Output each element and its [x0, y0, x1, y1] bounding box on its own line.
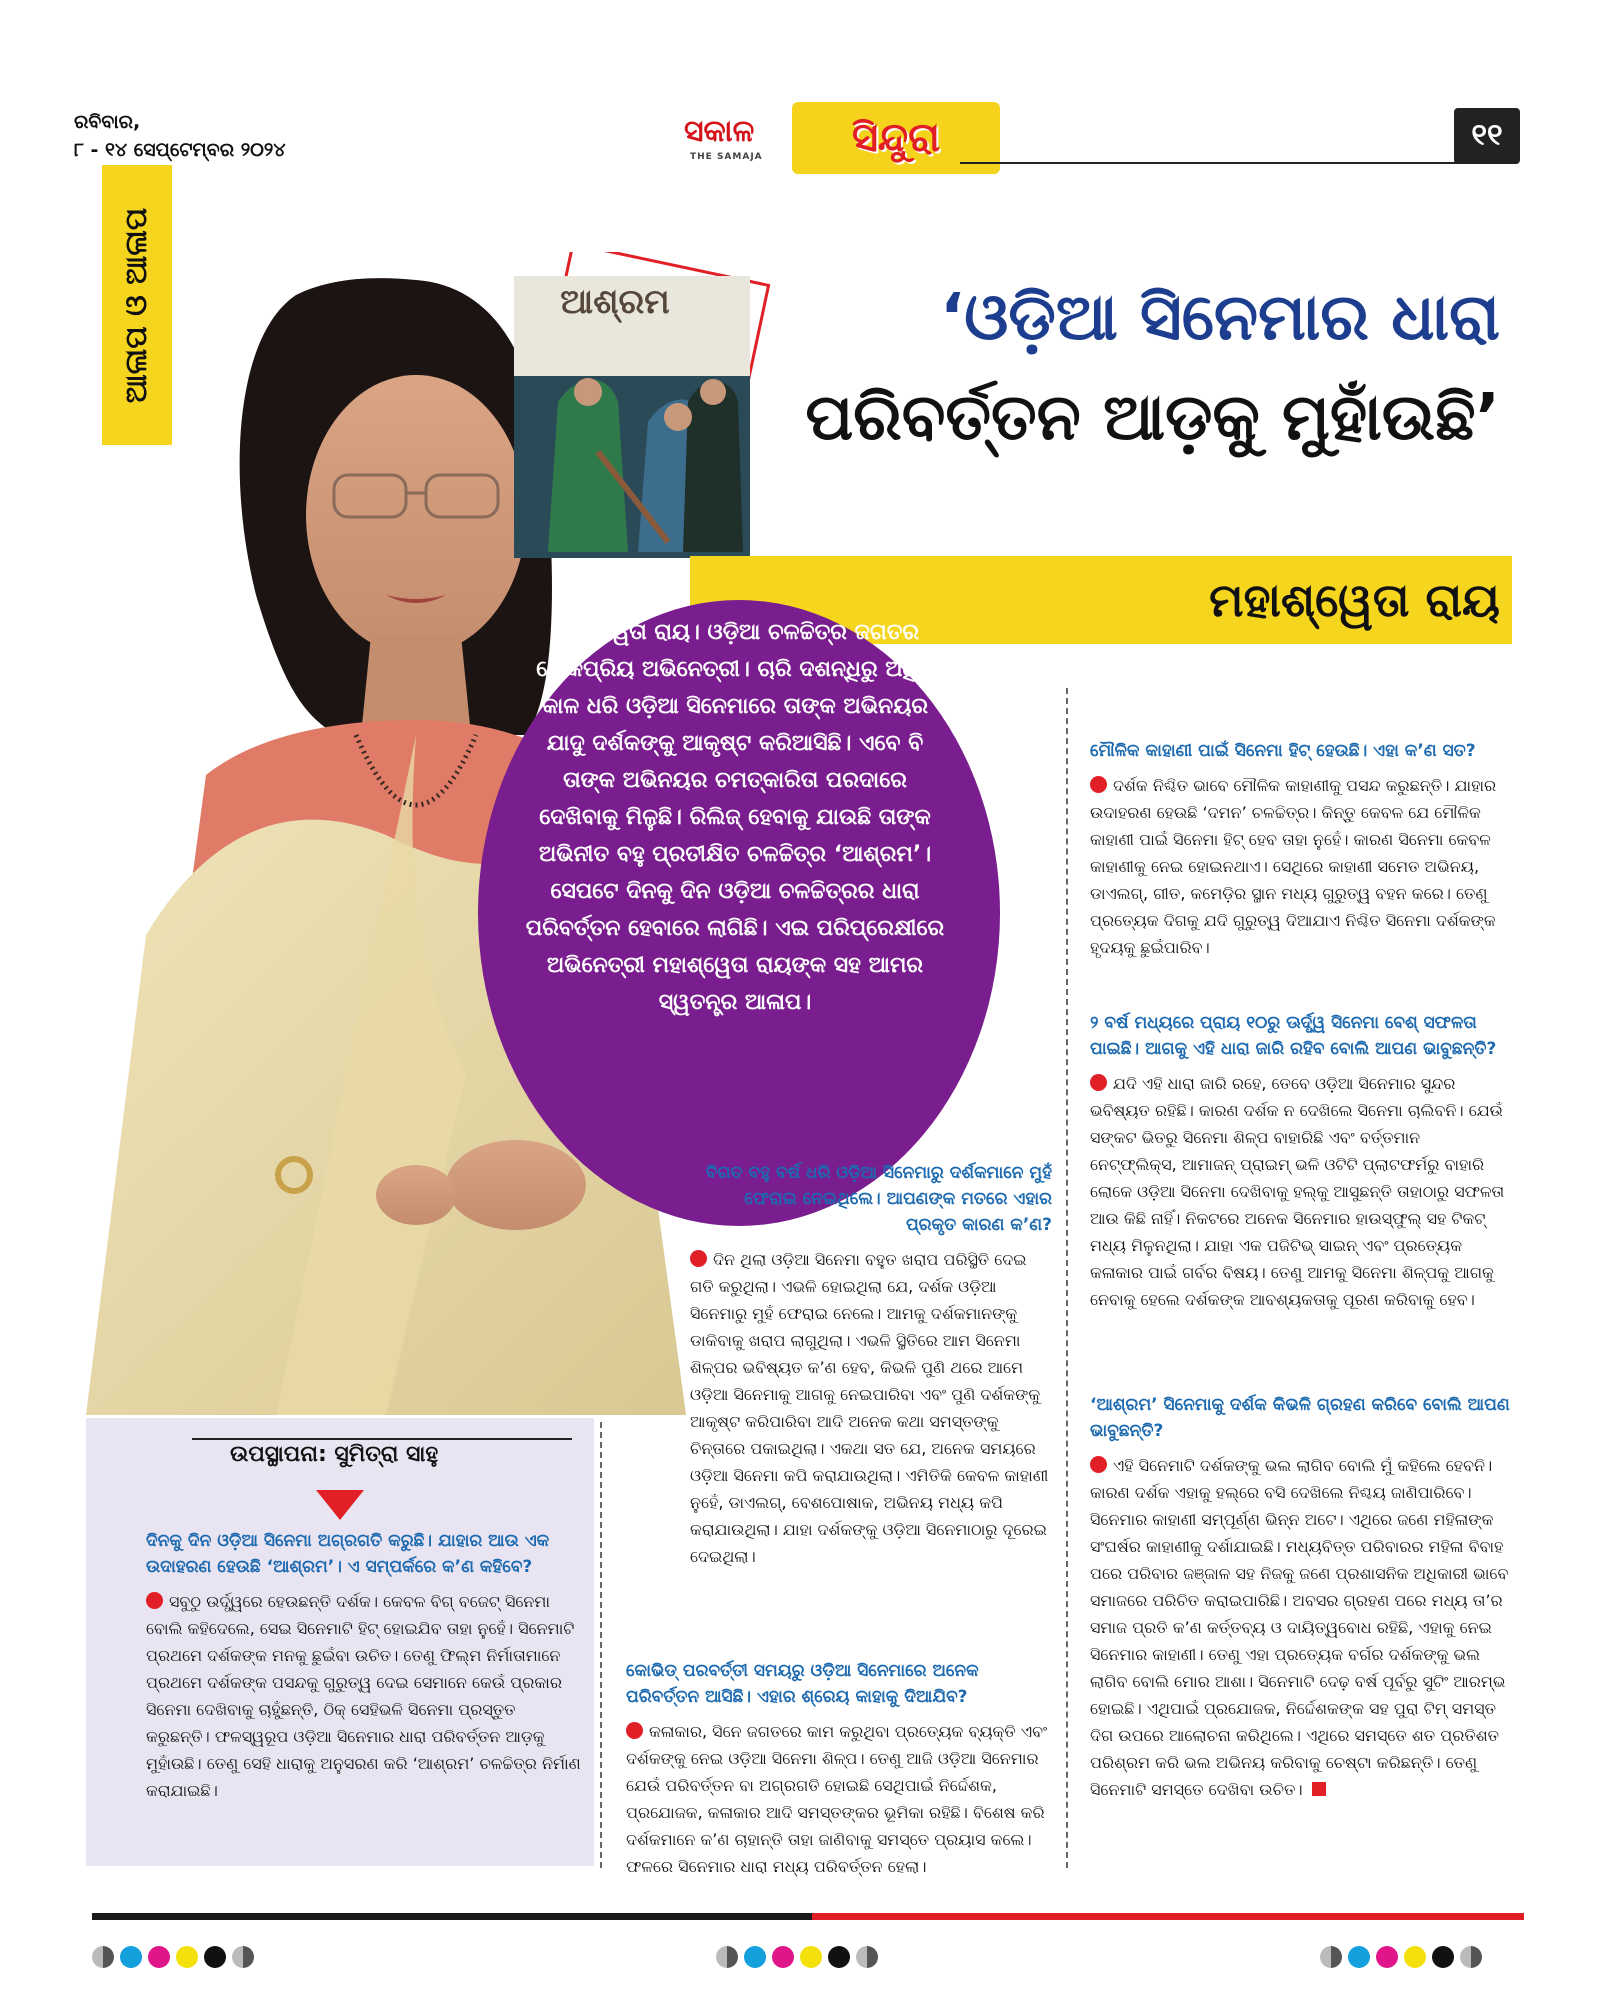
headline-line1: ‘ଓଡ଼ିଆ ସିନେମାର ଧାରା — [939, 281, 1500, 355]
byline-arrow-icon — [316, 1490, 364, 1520]
headline-line2: ପରିବର୍ତ୍ତନ ଆଡ଼କୁ ମୁହାଁଉଛି’ — [805, 381, 1500, 455]
registration-half-icon — [92, 1946, 114, 1968]
qa-item — [1090, 1392, 1510, 1803]
black-swatch-icon — [1432, 1946, 1454, 1968]
byline: ଉପସ୍ଥାପନା: ସୁମିତ୍ରା ସାହୁ — [230, 1442, 439, 1467]
dateline-date: ୮ - ୧୪ ସେପ୍ଟେମ୍ବର ୨୦୨୪ — [74, 139, 286, 161]
answer — [1090, 1070, 1510, 1313]
bullet-icon — [146, 1592, 163, 1609]
column-divider — [1066, 688, 1068, 1868]
black-swatch-icon — [828, 1946, 850, 1968]
answer-text: ସବୁଠୁ ଉର୍ଦ୍ଧ୍ୱରେ ହେଉଛନ୍ତି ଦର୍ଶକ। କେବଳ ବିଗ୍ ବଜେଟ୍ ସିନେମା ବୋଲି କହିଦେଲେ, ସେଇ ସିନେମାଟି ହିଟ୍ ହୋଇଯିବ ତାହା ନୁହେଁ। ସିନେମାଟି ପ୍ରଥମେ ଦର୍ଶକଙ୍କ ମନକୁ ଛୁଇଁବା ଉଚିତ। ତେଣୁ ଫିଲ୍ମ ନିର୍ମାତାମାନେ ପ୍ରଥମେ ଦର୍ଶକଙ୍କ ପସନ୍ଦକୁ ଗୁରୁତ୍ୱ ଦେଇ ସେମାନେ କେଉଁ ପ୍ରକାର ସିନେମା ଦେଖିବାକୁ ଚାହୁଁଛନ୍ତି, ଠିକ୍ ସେହିଭଳି ସିନେମା ପ୍ରସ୍ତୁତ କରୁଛନ୍ତି। ଫଳସ୍ୱରୂପ ଓଡ଼ିଆ ସିନେମାର ଧାରା ପରିବର୍ତ୍ତନ ଆଡ଼କୁ ମୁହାଁଉଛି। ତେଣୁ ସେହି ଧାରାକୁ ଅନୁସରଣ କରି ‘ଆଶ୍ରମ’ ଚଳଚ୍ଚିତ୍ର ନିର୍ମାଣ କରାଯାଇଛି। — [146, 1592, 581, 1800]
answer-text: ଦିନ ଥିଲା ଓଡ଼ିଆ ସିନେମା ବହୁତ ଖରାପ ପରିସ୍ଥିତି ଦେଇ ଗତି କରୁଥିଲା। ଏଭଳି ହୋଇଥିଲା ଯେ, ଦର୍ଶକ ଓଡ଼ିଆ ସିନେମାରୁ ମୁହଁ ଫେରାଇ ନେଲେ। ଆମକୁ ଦର୍ଶକମାନଙ୍କୁ ଡାକିବାକୁ ଖରାପ ଲାଗୁଥିଲା। ଏଭଳି ସ୍ଥିତିରେ ଆମ ସିନେମା ଶିଳ୍ପର ଭବିଷ୍ୟତ କ’ଣ ହେବ, କିଭଳି ପୁଣି ଥରେ ଆମେ ଓଡ଼ିଆ ସିନେମାକୁ ଆଗକୁ ନେଇପାରିବା ଏବଂ ପୁଣି ଦର୍ଶକଙ୍କୁ ଆକୃଷ୍ଟ କରିପାରିବା ଆଦି ଅନେକ କଥା ସମସ୍ତଙ୍କୁ ଚିନ୍ତାରେ ପକାଇଥିଲା। ଏକଥା ସତ ଯେ, ଅନେକ ସମୟରେ ଓଡ଼ିଆ ସିନେମା କପି କରାଯାଉଥିଲା। ଏମିତିକି କେବଳ କାହାଣୀ ନୁହେଁ, ଡାଏଲଗ୍, ବେଶପୋଷାକ, ଅଭିନୟ ମଧ୍ୟ କପି କରାଯାଉଥିଲା। ଯାହା ଦର୍ଶକଙ୍କୁ ଓଡ଼ିଆ ସିନେମାଠାରୁ ଦୂରେଇ ଦେଇଥିଲା। — [690, 1250, 1049, 1566]
answer-text: ଯଦି ଏହି ଧାରା ଜାରି ରହେ, ତେବେ ଓଡ଼ିଆ ସିନେମାର ସୁନ୍ଦର ଭବିଷ୍ୟତ ରହିଛି। କାରଣ ଦର୍ଶକ ନ ଦେଖିଲେ ସିନେମା ଚାଲିବନି। ଯେଉଁ ସଙ୍କଟ ଭିତରୁ ସିନେମା ଶିଳ୍ପ ବାହାରିଛି ଏବଂ ବର୍ତ୍ତମାନ ନେଟ୍‌ଫ୍ଲିକ୍ସ, ଆମାଜନ୍ ପ୍ରାଇମ୍ ଭଳି ଓଟିଟି ପ୍ଲାଟଫର୍ମରୁ ବାହାରି ଲୋକେ ଓଡ଼ିଆ ସିନେମା ଦେଖିବାକୁ ହଲ୍‌କୁ ଆସୁଛନ୍ତି ତାହାଠାରୁ ସଫଳତା ଆଉ କିଛି ନାହିଁ। ନିକଟରେ ଅନେକ ସିନେମାର ହାଉସ୍‌ଫୁଲ୍ ସହ ଟିକଟ୍ ମଧ୍ୟ ମିଳୁନଥିଲା। ଯାହା ଏକ ପଜିଟିଭ୍ ସାଇନ୍ ଏବଂ ପ୍ରତ୍ୟେକ କଳାକାର ପାଇଁ ଗର୍ବର ବିଷୟ। ତେଣୁ ଆମକୁ ସିନେମା ଶିଳ୍ପକୁ ଆଗକୁ ନେବାକୁ ହେଲେ ଦର୍ଶକଙ୍କ ଆବଶ୍ୟକତାକୁ ପୂରଣ କରିବାକୁ ହେବ। — [1090, 1074, 1505, 1309]
poster-title: ଆଶ୍ରମ — [560, 282, 670, 322]
answer-text: କଳାକାର, ସିନେ ଜଗତରେ କାମ କରୁଥିବା ପ୍ରତ୍ୟେକ ବ୍ୟକ୍ତି ଏବଂ ଦର୍ଶକଙ୍କୁ ନେଇ ଓଡ଼ିଆ ସିନେମା ଶିଳ୍ପ। ତେଣୁ ଆଜି ଓଡ଼ିଆ ସିନେମାର ଯେଉଁ ପରିବର୍ତ୍ତନ ବା ଅଗ୍ରଗତି ହୋଇଛି ସେଥିପାଇଁ ନିର୍ଦ୍ଦେଶକ, ପ୍ରଯୋଜକ, କଳାକାର ଆଦି ସମସ୍ତଙ୍କର ଭୂମିକା ରହିଛି। ବିଶେଷ କରି ଦର୍ଶକମାନେ କ’ଣ ଚାହାନ୍ତି ତାହା ଜାଣିବାକୁ ସମସ୍ତେ ପ୍ରୟାସ କଲେ। ଫଳରେ ସିନେମାର ଧାରା ମଧ୍ୟ ପରିବର୍ତ୍ତନ ହେଲା। — [626, 1722, 1048, 1876]
interviewee-name: ମହାଶ୍ୱେତା ରାୟ — [1209, 573, 1500, 627]
question: ବିଗତ ବହୁ ବର୍ଷ ଧରି ଓଡ଼ିଆ ସିନେମାରୁ ଦର୍ଶକମାନେ ମୁହଁ ଫେରାଇ ନେଇଥିଲେ। ଆପଣଙ୍କ ମତରେ ଏହାର ପ୍ରକୃତ କାରଣ କ’ଣ? — [705, 1163, 1052, 1235]
registration-marks-left — [92, 1946, 254, 1968]
answer — [626, 1718, 1054, 1880]
column-divider — [600, 1422, 602, 1868]
bullet-icon — [1090, 776, 1107, 793]
question: ଦିନକୁ ଦିନ ଓଡ଼ିଆ ସିନେମା ଅଗ୍ରଗତି କରୁଛି। ଯାହାର ଆଉ ଏକ ଉଦାହରଣ ହେଉଛି ‘ଆଶ୍ରମ’। ଏ ସମ୍ପର୍କରେ କ’ଣ କହିବେ? — [146, 1531, 550, 1577]
answer — [1090, 772, 1510, 961]
registration-marks-center — [716, 1946, 878, 1968]
magenta-swatch-icon — [148, 1946, 170, 1968]
footer-rule-red — [812, 1913, 1524, 1920]
answer — [1090, 1452, 1510, 1803]
registration-half-icon — [716, 1946, 738, 1968]
qa-item — [1090, 1010, 1510, 1313]
cyan-swatch-icon — [1348, 1946, 1370, 1968]
dateline-day: ରବିବାର, — [74, 111, 141, 133]
brand-small: ସକାଳ — [684, 114, 755, 149]
dateline — [74, 108, 286, 164]
registration-marks-right — [1320, 1946, 1482, 1968]
yellow-swatch-icon — [176, 1946, 198, 1968]
cyan-swatch-icon — [120, 1946, 142, 1968]
byline-rule — [192, 1438, 572, 1440]
question: ୨ ବର୍ଷ ମଧ୍ୟରେ ପ୍ରାୟ ୧୦ରୁ ଊର୍ଦ୍ଧ୍ୱ ସିନେମା ବେଶ୍ ସଫଳତା ପାଇଛି। ଆଗକୁ ଏହି ଧାରା ଜାରି ରହିବ ବୋଲି ଆପଣ ଭାବୁଛନ୍ତି? — [1090, 1013, 1497, 1059]
brand-logo: ସିନ୍ଦୁରା — [792, 102, 1000, 174]
cyan-swatch-icon — [744, 1946, 766, 1968]
registration-half-icon — [232, 1946, 254, 1968]
section-tab-label: ଆଳାପ ଓ ଆଳାପ — [119, 207, 155, 403]
headline — [760, 268, 1500, 468]
qa-item — [626, 1658, 1054, 1880]
magenta-swatch-icon — [772, 1946, 794, 1968]
question: କୋଭିଡ୍ ପରବର୍ତ୍ତୀ ସମୟରୁ ଓଡ଼ିଆ ସିନେମାରେ ଅନେକ ପରିବର୍ତ୍ତନ ଆସିଛି। ଏହାର ଶ୍ରେୟ କାହାକୁ ଦିଆଯିବ? — [626, 1661, 979, 1707]
answer — [690, 1246, 1052, 1570]
header-rule — [960, 162, 1480, 164]
registration-half-icon — [1460, 1946, 1482, 1968]
bullet-icon — [626, 1722, 643, 1739]
end-mark-icon — [1312, 1782, 1326, 1796]
qa-item — [1090, 738, 1510, 961]
answer-text: ଏହି ସିନେମାଟି ଦର୍ଶକଙ୍କୁ ଭଲ ଲାଗିବ ବୋଲି ମୁଁ କହିଲେ ହେବନି। କାରଣ ଦର୍ଶକ ଏହାକୁ ହଲ୍‌ରେ ବସି ଦେଖିଲେ ନିଶ୍ଚୟ ଜାଣିପାରିବେ। ସିନେମାର କାହାଣୀ ସମ୍ପୂର୍ଣ୍ଣ ଭିନ୍ନ ଅଟେ। ଏଥିରେ ଜଣେ ମହିଳାଙ୍କ ସଂଘର୍ଷର କାହାଣୀକୁ ଦର୍ଶାଯାଇଛି। ମଧ୍ୟବିତ୍ତ ପରିବାରର ମହିଳା ବିବାହ ପରେ ପରିବାର ଜଞ୍ଜାଳ ସହ ନିଜକୁ ଜଣେ ପ୍ରଶାସନିକ ଅଧିକାରୀ ଭାବେ ସମାଜରେ ପରିଚିତ କରାଇପାରିଛି। ଅବସର ଗ୍ରହଣ ପରେ ମଧ୍ୟ ତା’ର ସମାଜ ପ୍ରତି କ’ଣ କର୍ତ୍ତବ୍ୟ ଓ ଦାୟିତ୍ୱବୋଧ ରହିଛି, ଏହାକୁ ନେଇ ସିନେମାର କାହାଣୀ। ତେଣୁ ଏହା ପ୍ରତ୍ୟେକ ବର୍ଗର ଦର୍ଶକଙ୍କୁ ଭଲ ଲାଗିବ ବୋଲି ମୋର ଆଶା। ସିନେମାଟି ଦେଢ଼ ବର୍ଷ ପୂର୍ବରୁ ସୁଟିଂ ଆରମ୍ଭ ହୋଇଛି। ଏଥିପାଇଁ ପ୍ରଯୋଜକ, ନିର୍ଦ୍ଦେଶକଙ୍କ ସହ ପୁରା ଟିମ୍ ସମସ୍ତ ଦିଗ ଉପରେ ଆଲୋଚନା କରିଥିଲେ। ଏଥିରେ ସମସ୍ତେ ଶତ ପ୍ରତିଶତ ପରିଶ୍ରମ କରି ଭଲ ଅଭିନୟ କରିବାକୁ ଚେଷ୍ଟା କରିଛନ୍ତି। ତେଣୁ ସିନେମାଟି ସମସ୍ତେ ଦେଖିବା ଉଚିତ। — [1090, 1456, 1509, 1799]
bullet-icon — [1090, 1456, 1107, 1473]
bullet-icon — [690, 1250, 707, 1267]
qa-item — [690, 1160, 1052, 1570]
yellow-swatch-icon — [1404, 1946, 1426, 1968]
question: ମୌଳିକ କାହାଣୀ ପାଇଁ ସିନେମା ହିଟ୍ ହେଉଛି। ଏହା କ’ଣ ସତ? — [1090, 741, 1476, 761]
registration-half-icon — [856, 1946, 878, 1968]
footer-rule-black — [92, 1913, 812, 1920]
yellow-swatch-icon — [800, 1946, 822, 1968]
page-number: ୧୧ — [1454, 108, 1520, 164]
answer — [146, 1588, 582, 1804]
answer-text: ଦର୍ଶକ ନିଶ୍ଚିତ ଭାବେ ମୌଳିକ କାହାଣୀକୁ ପସନ୍ଦ କରୁଛନ୍ତି। ଯାହାର ଉଦାହରଣ ହେଉଛି ‘ଦମନ’ ଚଳଚ୍ଚିତ୍ର। କିନ୍ତୁ କେବଳ ଯେ ମୌଳିକ କାହାଣୀ ପାଇଁ ସିନେମା ହିଟ୍ ହେବ ତାହା ନୁହେଁ। କାରଣ ସିନେମା କେବଳ କାହାଣୀକୁ ନେଇ ହୋଇନଥାଏ। ସେଥିରେ କାହାଣୀ ସମେତ ଅଭିନୟ, ଡାଏଲଗ୍, ଗୀତ, କମେଡ଼ିର ସ୍ଥାନ ମଧ୍ୟ ଗୁରୁତ୍ୱ ବହନ କରେ। ତେଣୁ ପ୍ରତ୍ୟେକ ଦିଗକୁ ଯଦି ଗୁରୁତ୍ୱ ଦିଆଯାଏ ନିଶ୍ଚିତ ସିନେମା ଦର୍ଶକଙ୍କ ହୃଦୟକୁ ଛୁଇଁପାରିବ। — [1090, 776, 1497, 957]
brand-tagline: THE SAMAJA — [690, 152, 763, 162]
bullet-icon — [1090, 1074, 1107, 1091]
qa-item — [146, 1528, 582, 1804]
question: ‘ଆଶ୍ରମ’ ସିନେମାକୁ ଦର୍ଶକ କିଭଳି ଗ୍ରହଣ କରିବେ ବୋଲି ଆପଣ ଭାବୁଛନ୍ତି? — [1090, 1395, 1510, 1441]
black-swatch-icon — [204, 1946, 226, 1968]
registration-half-icon — [1320, 1946, 1342, 1968]
magenta-swatch-icon — [1376, 1946, 1398, 1968]
masthead — [684, 102, 1000, 176]
intro-text: ମହାଶ୍ୱେତା ରାୟ। ଓଡ଼ିଆ ଚଳଚ୍ଚିତ୍ର ଜଗତର ଲୋକପ୍ରିୟ ଅଭିନେତ୍ରୀ। ଚାରି ଦଶନ୍ଧିରୁ ଅଧିକ କାଳ ଧରି ଓଡ଼ିଆ ସିନେମାରେ ତାଙ୍କ ଅଭିନୟର ଯାଦୁ ଦର୍ଶକଙ୍କୁ ଆକୃଷ୍ଟ କରିଆସିଛି। ଏବେ ବି ତାଙ୍କ ଅଭିନୟର ଚମତ୍କାରିତା ପରଦାରେ ଦେଖିବାକୁ ମିଳୁଛି। ରିଲିଜ୍ ହେବାକୁ ଯାଉଛି ତାଙ୍କ ଅଭିନୀତ ବହୁ ପ୍ରତୀକ୍ଷିତ ଚଳଚ୍ଚିତ୍ର ‘ଆଶ୍ରମ’। ସେପଟେ ଦିନକୁ ଦିନ ଓଡ଼ିଆ ଚଳଚ୍ଚିତ୍ରର ଧାରା ପରିବର୍ତ୍ତନ ହେବାରେ ଲାଗିଛି। ଏଇ ପରିପ୍ରେକ୍ଷୀରେ ଅଭିନେତ୍ରୀ ମହାଶ୍ୱେତା ରାୟଙ୍କ ସହ ଆମର ସ୍ୱତନ୍ତ୍ର ଆଳାପ। — [525, 620, 945, 1015]
